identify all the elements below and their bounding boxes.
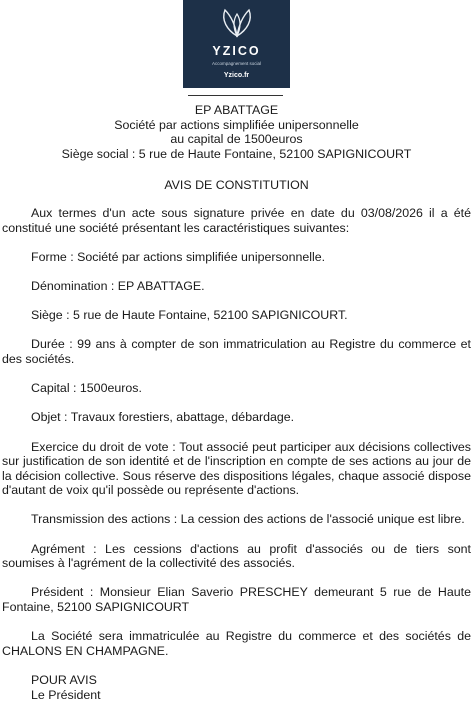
duration-paragraph: Durée : 99 ans à compter de son immatriculation au Registre du commerce et des sociétés. <box>2 337 471 366</box>
logo-site: Yzico.fr <box>223 72 250 79</box>
notice-title: AVIS DE CONSTITUTION <box>164 178 309 192</box>
logo-tagline: Accompagnement social <box>211 61 262 66</box>
form-paragraph: Forme : Société par actions simplifiée unipersonnelle. <box>31 249 326 264</box>
company-name: EP ABATTAGE <box>194 103 279 117</box>
object-paragraph: Objet : Travaux forestiers, abattage, débardage. <box>31 410 295 425</box>
registration-paragraph: La Société sera immatriculée au Registre du commerce et des sociétés de CHALONS EN CHAMPAGNE. <box>2 629 471 658</box>
leaf-icon <box>217 6 257 40</box>
intro-paragraph: Aux termes d'un acte sous signature privée en date du 03/08/2026 il a été constitué une société présentant les caractéristiques suivantes: <box>2 206 471 235</box>
approval-paragraph: Agrément : Les cessions d'actions au profit d'associés ou de tiers sont soumises à l'agrément de la collectivité des associés. <box>2 541 471 571</box>
voting-paragraph: Exercice du droit de vote : Tout associé peut participer aux décisions collectives sur justification de son identité et de l'inscription en compte de ses actions au jour de la décision collective. Sous réserve des dispositions légales, chaque associé dispose d'autant de voix qu'il possède ou représente d'actions. <box>2 439 471 498</box>
president-paragraph: Président : Monsieur Elian Saverio PRESCHEY demeurant 5 rue de Haute Fontaine, 52100 SAPIGNICOURT <box>2 585 471 615</box>
notice-body <box>2 206 471 702</box>
document-header <box>0 103 473 161</box>
denomination-paragraph: Dénomination : EP ABATTAGE. <box>31 278 205 293</box>
seat-paragraph: Siège : 5 rue de Haute Fontaine, 52100 SAPIGNICOURT. <box>31 308 348 323</box>
signature-pour-avis: POUR AVIS <box>31 673 97 687</box>
company-form: Société par actions simplifiée unipersonnelle <box>114 117 359 132</box>
signature-president: Le Président <box>31 687 101 702</box>
company-seat: Siège social : 5 rue de Haute Fontaine, 52100 SAPIGNICOURT <box>61 146 412 161</box>
logo-name: YZICO <box>212 44 261 58</box>
company-capital: au capital de 1500euros <box>170 132 303 147</box>
capital-paragraph: Capital : 1500euros. <box>31 381 142 396</box>
yzico-logo <box>183 0 290 88</box>
divider <box>188 95 283 96</box>
transfer-paragraph: Transmission des actions : La cession des actions de l'associé unique est libre. <box>31 512 465 527</box>
